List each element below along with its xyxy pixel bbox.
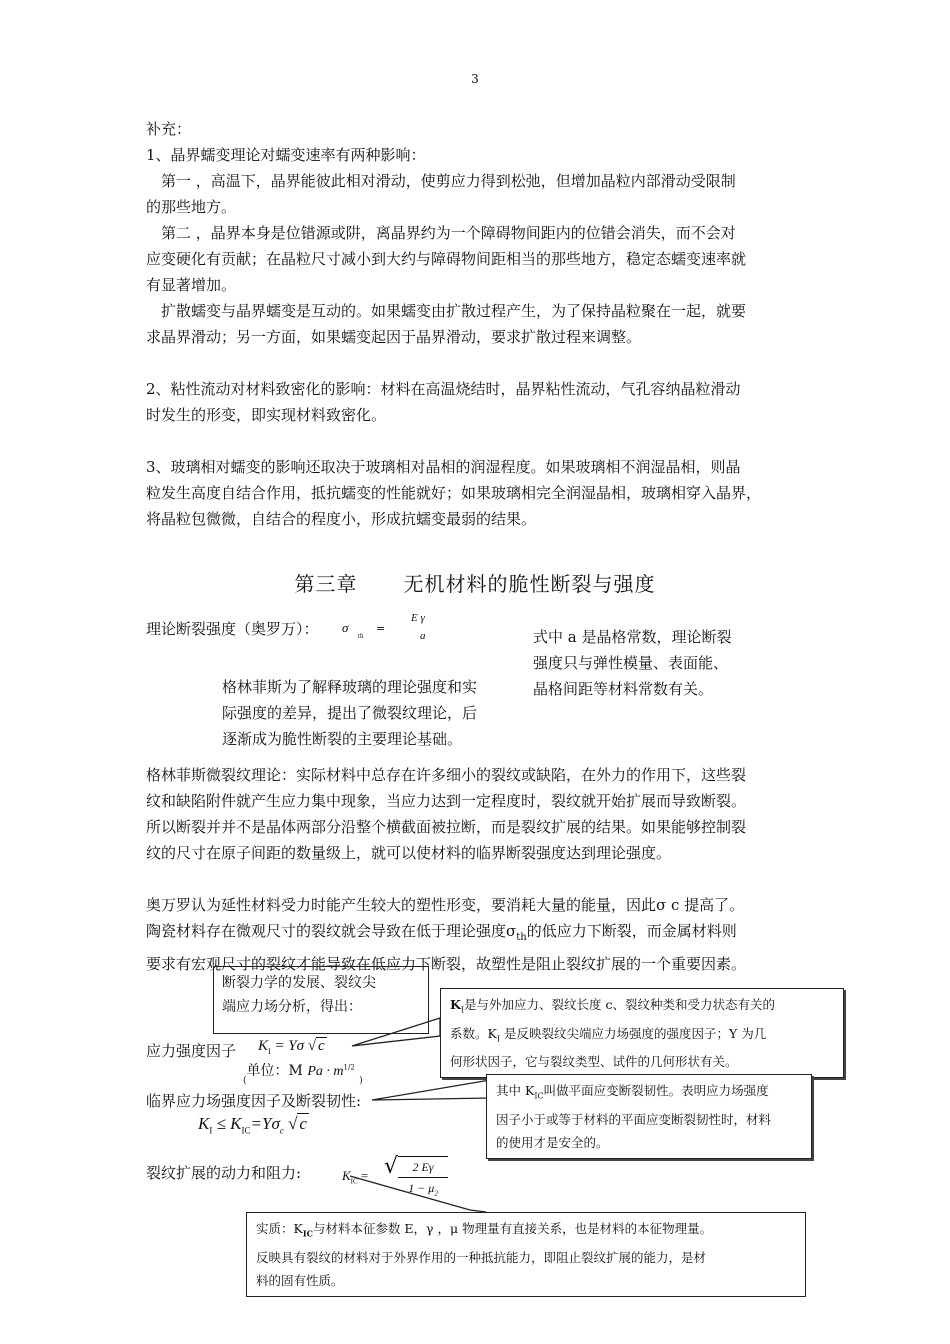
callout3-line3: 料的固有性质。 <box>256 1272 344 1288</box>
supplement-item1-first-line1: 第一 ，高温下，晶界能彼此相对滑动，使剪应力得到松弛，但增加晶粒内部滑动受限制 <box>161 172 736 190</box>
kic-den-text: 1 − μ <box>408 1181 435 1195</box>
callout-ki-description <box>440 988 844 1078</box>
theory-label: 理论断裂强度（奥罗万）： <box>146 620 319 638</box>
orowan-line2-b: 的低应力下断裂，而金属材料则 <box>526 922 737 940</box>
kic-sub: IC <box>350 1177 358 1186</box>
kic-k: K <box>342 1168 351 1183</box>
griffith-note-line2: 际强度的差异，提出了微裂纹理论，后 <box>222 704 478 722</box>
griffith-note-line3: 逐渐成为脆性断裂的主要理论基础。 <box>222 730 463 748</box>
theory-note-line3: 晶格间距等材料常数有关。 <box>533 680 714 698</box>
griffith-line1: 格林菲斯微裂纹理论：实际材料中总存在许多细小的裂纹或缺陷，在外力的作用下，这些裂 <box>146 766 747 784</box>
page-number: 3 <box>471 72 479 86</box>
crit-kcsub: IC <box>241 1125 251 1136</box>
supplement-item1-second-line2: 应变硬化有贡献；在晶粒尺寸减小到大约与障碍物间距相当的那些地方，稳定态蠕变速率就 <box>146 250 747 268</box>
fracture-box-line2: 端应力场分析，得出： <box>222 999 362 1015</box>
theory-sigma-sub: th <box>358 632 364 640</box>
callout1-text2sub: I <box>496 1034 501 1043</box>
unit-open-paren: ( <box>243 1076 247 1086</box>
kic-den-exp: 2 <box>434 1189 438 1198</box>
griffith-line3: 所以断裂并并不是晶体两部分沿整个横截面被拉断，而是裂纹扩展的结果。如果能够控制裂 <box>146 818 747 836</box>
kic-fraction <box>398 1156 448 1203</box>
chapter-title <box>0 568 950 597</box>
callout1-text2b: 是反映裂纹尖端应力场强度的强度因子；Y 为几 <box>500 1025 767 1041</box>
fracture-mechanics-box <box>213 966 429 1034</box>
ki-sqrt-c: c <box>318 1038 325 1054</box>
callout2-line3: 的使用才是安全的。 <box>496 1134 609 1150</box>
unit-line <box>243 1060 363 1086</box>
kic-numerator: 2 Eγ <box>398 1157 448 1178</box>
orowan-line3: 要求有宏观尺寸的裂纹才能导致在低应力下断裂，故塑性是阻止裂纹扩展的一个重要因素。 <box>146 955 747 973</box>
kic-formula <box>342 1168 368 1186</box>
callout1-text2: 系数。K <box>450 1025 497 1041</box>
callout2-text1a: 其中 K <box>496 1083 535 1098</box>
theory-note <box>533 624 773 702</box>
supplement-item2-line1: 2、粘性流动对材料致密化的影响：材料在高温烧结时，晶界粘性流动，气孔容纳晶粒滑动 <box>146 380 741 398</box>
callout3-text1b: 与材料本征参数 E，γ ，μ 物理量有直接关系，也是材料的本征物理量。 <box>312 1221 713 1236</box>
supplement-item1-diffusion-line2: 求晶界滑动；另一方面，如果蠕变起因于晶界滑动，要求扩散过程来调整。 <box>146 328 642 346</box>
callout-kic-description <box>486 1074 812 1159</box>
kic-eq: = <box>360 1168 369 1183</box>
supplement-item1-second-line1: 第二 ，晶界本身是位错源或阱，离晶界约为一个障碍物间距内的位错会消失，而不会对 <box>161 224 736 242</box>
chapter-name: 无机材料的脆性断裂与强度 <box>403 572 656 596</box>
supplement-section <box>146 116 816 532</box>
callout2-line1 <box>496 1079 802 1108</box>
kic-root-sign: √ <box>384 1154 399 1179</box>
theory-sigma: σ <box>342 620 349 635</box>
callout-essence <box>246 1212 806 1297</box>
crit-ksub: I <box>209 1125 213 1136</box>
griffith-note <box>222 674 522 752</box>
supplement-item1-title: 1、晶界蠕变理论对蠕变速率有两种影响： <box>146 146 426 164</box>
callout2-sub: IC <box>534 1091 544 1101</box>
ki-subscript: I <box>268 1047 271 1056</box>
griffith-line2: 纹和缺陷附件就产生应力集中现象，当应力达到一定程度时，裂纹就开始扩展而导致断裂。 <box>146 792 747 810</box>
fracture-box-line1: 断裂力学的发展、裂纹尖 <box>222 975 376 991</box>
critical-formula: $K_I \le K_{IC}=Y\sigma_c$ √ c <box>198 1114 307 1136</box>
callout1-ksub: I <box>460 1005 465 1015</box>
supplement-item3-line3: 将晶粒包微微，自结合的程度小，形成抗蠕变最弱的结果。 <box>146 510 537 528</box>
ki-symbol: K <box>258 1038 269 1054</box>
callout2-text1b: 叫做平面应变断裂韧性。表明应力场强度 <box>543 1083 769 1098</box>
kic-denominator <box>398 1178 448 1203</box>
supplement-item3-line2: 粒发生高度自结合作用，抵抗蠕变的性能就好；如果玻璃相完全润湿晶相，玻璃相穿入晶界， <box>146 484 762 502</box>
supplement-item1-second-line3: 有显著增加。 <box>146 276 237 294</box>
griffith-line4: 纹的尺寸在原子间距的数量级上，就可以使材料的临界断裂强度达到理论强度。 <box>146 844 672 862</box>
supplement-item1-first-line2: 的那些地方。 <box>146 198 237 216</box>
supplement-heading: 补充： <box>146 120 192 138</box>
supplement-item3-line1: 3、玻璃相对蠕变的影响还取决于玻璃相对晶相的润湿程度。如果玻璃相不润湿晶相，则晶 <box>146 458 741 476</box>
theory-note-line1: 式中 a 是晶格常数，理论断裂 <box>533 628 732 646</box>
callout1-line1 <box>450 993 834 1022</box>
theory-equals: = <box>376 622 386 635</box>
callout3-text1a: 实质：K <box>256 1221 303 1236</box>
callout1-line3: 何形状因子，它与裂纹类型、试件的几何形状有关。 <box>450 1054 738 1069</box>
callout3-line2: 反映具有裂纹的材料对于外界作用的一种抵抗能力，即阻止裂纹扩展的能力，是材 <box>256 1249 707 1265</box>
critical-label: 临界应力场强度因子及断裂韧性: <box>146 1092 362 1110</box>
unit-formula: Pa · m <box>307 1064 344 1079</box>
driving-force-label: 裂纹扩展的动力和阻力: <box>146 1164 302 1182</box>
supplement-item2-line2: 时发生的形变，即实现材料致密化。 <box>146 406 387 424</box>
ki-formula: $K_I = Y\sigma$ √ c <box>258 1038 325 1056</box>
callout3-sub: IC <box>302 1228 313 1239</box>
callout2-line2: 因子小于或等于材料的平面应变断裂韧性时，材料 <box>496 1111 772 1127</box>
supplement-item1-diffusion-line1: 扩散蠕变与晶界蠕变是互动的。如果蠕变由扩散过程产生，为了保持晶粒聚在一起，就要 <box>161 302 747 320</box>
callout3-line1 <box>256 1217 796 1246</box>
theory-note-line2: 强度只与弹性模量、表面能、 <box>533 654 729 672</box>
orowan-line1: 奥万罗认为延性材料受力时能产生较大的塑性形变，要消耗大量的能量，因此σ c 提高了。 <box>146 896 745 914</box>
orowan-line2 <box>146 918 826 951</box>
orowan-line2-sub: th <box>516 932 527 943</box>
crit-rhs: =Yσ <box>250 1114 280 1133</box>
griffith-theory-paragraph <box>146 762 826 977</box>
callout1-k: K <box>450 997 461 1012</box>
callout-pointer-2 <box>372 1080 490 1100</box>
griffith-note-line1: 格林菲斯为了解释玻璃的理论强度和实 <box>222 678 478 696</box>
crit-sqrt-c: c <box>299 1114 307 1133</box>
stress-intensity-label: 应力强度因子 <box>146 1042 237 1060</box>
callout1-line2 <box>450 1022 834 1051</box>
orowan-line2-a: 陶瓷材料存在微观尺寸的裂纹就会导致在低于理论强度σ <box>146 922 517 940</box>
crit-le: ≤ K <box>216 1114 242 1133</box>
callout1-text1: 是与外加应力、裂纹长度 c、裂纹种类和受力状态有关的 <box>464 997 776 1012</box>
theory-numerator: E γ <box>411 612 425 624</box>
unit-label: 单位：M <box>246 1063 303 1079</box>
crit-k: K <box>198 1114 210 1133</box>
unit-exponent: 1/2 <box>343 1063 355 1072</box>
theory-denominator: a <box>420 630 426 642</box>
unit-close-paren: ) <box>359 1076 363 1086</box>
crit-sigsub: c <box>279 1125 284 1136</box>
ki-rhs: = Yσ <box>274 1038 305 1054</box>
chapter-label: 第三章 <box>294 572 358 596</box>
